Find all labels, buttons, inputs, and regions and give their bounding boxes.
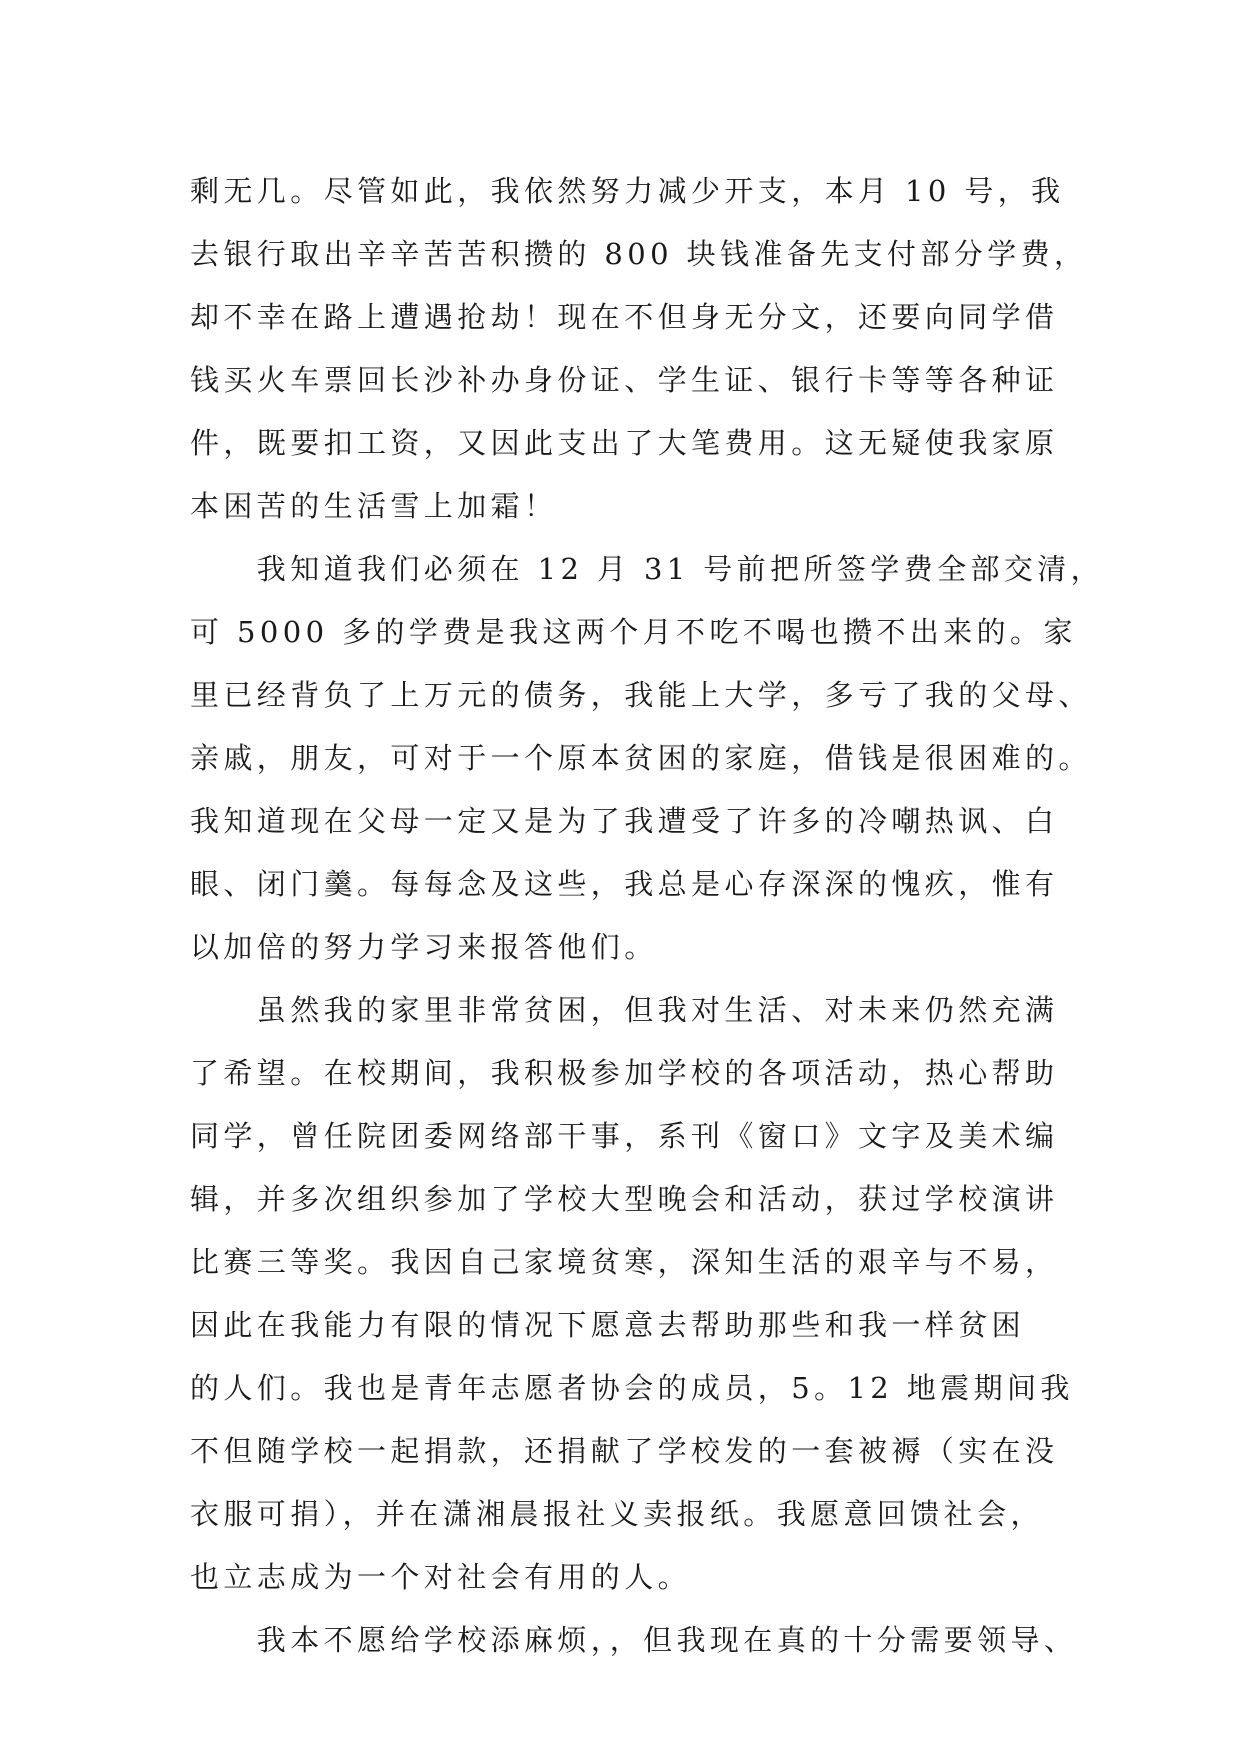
text-line: 亲戚，朋友，可对于一个原本贫困的家庭，借钱是很困难的。 xyxy=(190,741,1092,775)
text-line: 可 5000 多的学费是我这两个月不吃不喝也攒不出来的。家 xyxy=(190,615,1077,649)
text-line: 件，既要扣工资，又因此支出了大笔费用。这无疑使我家原 xyxy=(190,426,1059,460)
text-line: 本困苦的生活雪上加霜！ xyxy=(190,489,558,523)
text-line: 因此在我能力有限的情况下愿意去帮助那些和我一样贫困 xyxy=(190,1308,1026,1342)
text-line: 辑，并多次组织参加了学校大型晚会和活动，获过学校演讲 xyxy=(190,1182,1059,1216)
text-line: 不但随学校一起捐款，还捐献了学校发的一套被褥（实在没 xyxy=(190,1434,1059,1468)
text-line: 衣服可捐），并在潇湘晨报社义卖报纸。我愿意回馈社会， xyxy=(190,1497,1044,1531)
text-line: 虽然我的家里非常贫困，但我对生活、对未来仍然充满 xyxy=(190,993,1059,1027)
text-line: 的人们。我也是青年志愿者协会的成员，5。12 地震期间我 xyxy=(190,1371,1074,1405)
text-line: 我知道现在父母一定又是为了我遭受了许多的冷嘲热讽、白 xyxy=(190,804,1059,838)
text-line: 剩无几。尽管如此，我依然努力减少开支，本月 10 号，我 xyxy=(190,174,1065,208)
text-line: 也立志成为一个对社会有用的人。 xyxy=(190,1560,692,1594)
text-line: 我知道我们必须在 12 月 31 号前把所签学费全部交清， xyxy=(190,552,1105,586)
text-line: 却不幸在路上遭遇抢劫！现在不但身无分文，还要向同学借 xyxy=(190,300,1059,334)
text-line: 比赛三等奖。我因自己家境贫寒，深知生活的艰辛与不易， xyxy=(190,1245,1059,1279)
text-line: 钱买火车票回长沙补办身份证、学生证、银行卡等等各种证 xyxy=(190,363,1059,397)
text-line: 我本不愿给学校添麻烦，，但我现在真的十分需要领导、 xyxy=(190,1623,1078,1657)
text-line: 去银行取出辛辛苦苦积攒的 800 块钱准备先支付部分学费， xyxy=(190,237,1088,271)
text-line: 以加倍的努力学习来报答他们。 xyxy=(190,930,658,964)
text-line: 里已经背负了上万元的债务，我能上大学，多亏了我的父母、 xyxy=(190,678,1092,712)
text-line: 眼、闭门羹。每每念及这些，我总是心存深深的愧疚，惟有 xyxy=(190,867,1059,901)
text-line: 了希望。在校期间，我积极参加学校的各项活动，热心帮助 xyxy=(190,1056,1059,1090)
letter-body xyxy=(190,160,1105,1672)
text-line: 同学，曾任院团委网络部干事，系刊《窗口》文字及美术编 xyxy=(190,1119,1059,1153)
